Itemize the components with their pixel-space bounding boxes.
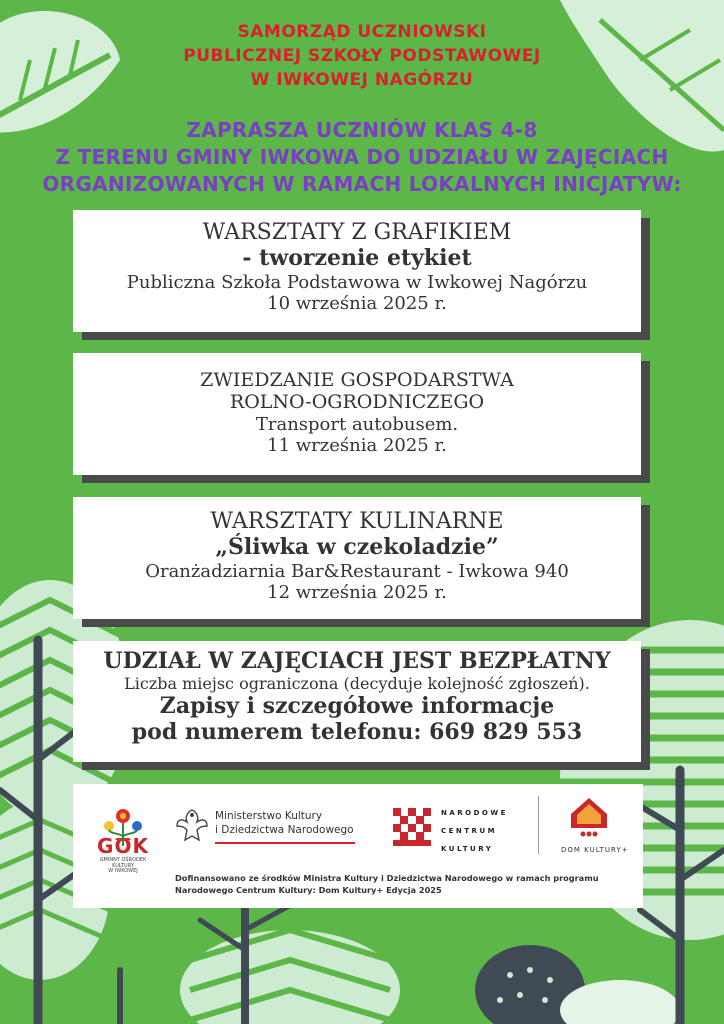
organizer-line-2: PUBLICZNEJ SZKOŁY PODSTAWOWEJ [183, 46, 541, 66]
info-card [73, 641, 641, 762]
event-title: WARSZTATY Z GRAFIKIEM [202, 220, 512, 245]
gok-subtitle-1: GMINNY OŚRODEK [99, 857, 147, 863]
nck-line-1: NARODOWE [441, 809, 508, 817]
ministry-logo [175, 806, 365, 846]
event-place: Oranżadziarnia Bar&Restaurant - Iwkowa 940 [145, 560, 569, 582]
nck-line-2: CENTRUM [441, 827, 498, 836]
event-title: ZWIEDZANIE GOSPODARSTWA [200, 369, 514, 391]
gok-subtitle-2: KULTURY [112, 862, 134, 869]
credit-line-2: Narodowego Centrum Kultury: Dom Kultury+ Edycja 2025 [175, 885, 442, 896]
ministry-name [215, 810, 354, 837]
event-date: 12 września 2025 r. [267, 582, 447, 604]
signup-info: Zapisy i szczegółowe informacje [159, 692, 555, 719]
limited-places: Liczba miejsc ograniczona (decyduje kolejność zgłoszeń). [124, 673, 590, 693]
nck-logo [391, 804, 531, 854]
dom-kultury-logo [561, 796, 629, 862]
event-date: 10 września 2025 r. [267, 293, 447, 315]
sponsor-box [73, 784, 643, 908]
event-card-cooking [73, 497, 641, 619]
invitation-line-3: ORGANIZOWANYCH W RAMACH LOKALNYCH INICJATYW: [42, 172, 682, 196]
invitation-line-2: Z TERENU GMINY IWKOWA DO UDZIAŁU W ZAJĘCIACH [55, 145, 669, 169]
funding-credit [175, 872, 599, 897]
phone-number[interactable]: pod numerem telefonu: 669 829 553 [131, 718, 583, 745]
polish-eagle-icon [175, 806, 209, 844]
bottom-shrubs-icon [180, 930, 680, 1024]
gok-letters: GOK [97, 834, 149, 858]
event-card-farm-visit [73, 353, 641, 475]
event-date: 11 września 2025 r. [267, 435, 447, 457]
event-transport: Transport autobusem. [255, 413, 459, 435]
dom-kultury-label: DOM KULTURY+ [561, 846, 629, 854]
event-subtitle: „Śliwka w czekoladzie” [215, 533, 499, 560]
event-title: WARSZTATY KULINARNE [210, 509, 504, 534]
credit-line-1: Dofinansowano ze środków Ministra Kultury i Dziedzictwa Narodowego w ramach programu [175, 873, 599, 883]
organizer-line-3: W IWKOWEJ NAGÓRZU [250, 70, 474, 90]
gok-subtitle-3: W IWKOWEJ [108, 868, 138, 874]
event-place: Publiczna Szkoła Podstawowa w Iwkowej Nagórzu [126, 271, 588, 293]
ministry-red-bar [215, 842, 355, 844]
nck-line-3: KULTURY [441, 845, 494, 854]
organizer-line-1: SAMORZĄD UCZNIOWSKI [237, 22, 487, 42]
nck-pattern-icon [391, 806, 433, 848]
ministry-line-1: Ministerstwo Kultury [215, 810, 323, 822]
event-subtitle: ROLNO-OGRODNICZEGO [229, 391, 485, 414]
gok-logo [95, 806, 151, 886]
nck-name [441, 804, 508, 859]
invitation-line-1: ZAPRASZA UCZNIÓW KLAS 4-8 [186, 118, 538, 142]
ministry-line-2: i Dziedzictwa Narodowego [215, 823, 354, 836]
event-card-graphics [73, 210, 641, 332]
folk-flower-icon [95, 806, 151, 846]
free-participation: UDZIAŁ W ZAJĘCIACH JEST BEZPŁATNY [103, 648, 611, 674]
event-subtitle: - tworzenie etykiet [242, 244, 472, 271]
logo-divider [538, 796, 539, 854]
house-icon [569, 796, 609, 840]
